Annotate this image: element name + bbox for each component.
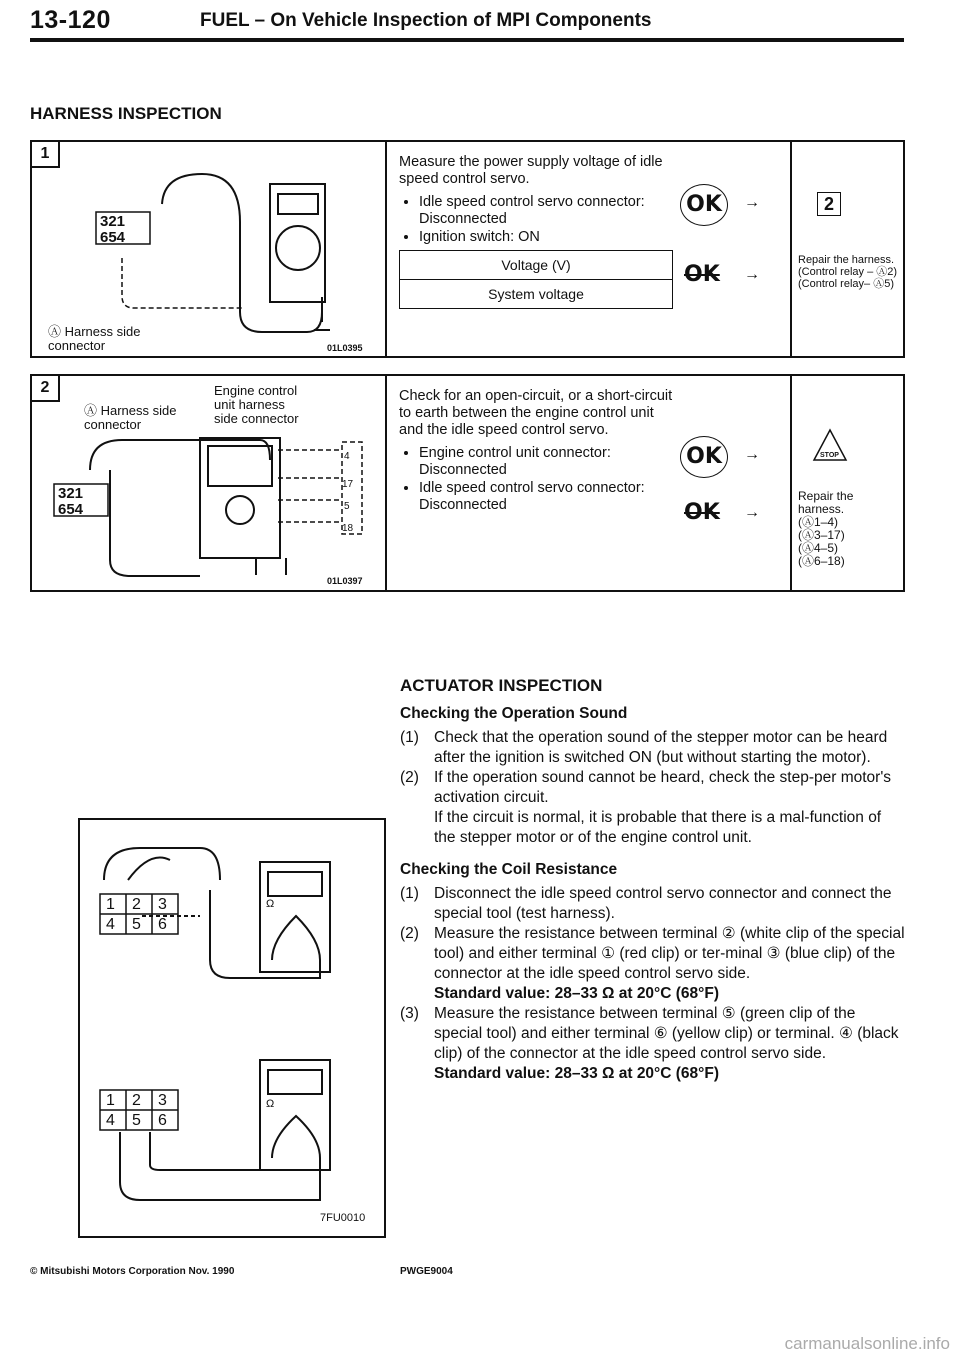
bottom-pin-3: 3 <box>158 1092 167 1109</box>
step2-figure-code: 01L0397 <box>327 576 363 586</box>
step1-connector-label: Ⓐ Harness side connector <box>48 324 141 353</box>
step1-voltage-table: Voltage (V) System voltage <box>399 250 673 309</box>
step2-figure <box>50 430 370 580</box>
top-pin-5: 5 <box>132 916 141 933</box>
step1-ok-arrow: → <box>744 194 760 211</box>
actuator-heading: ACTUATOR INSPECTION <box>400 676 603 695</box>
step1-ok-result: 2 <box>817 192 841 216</box>
step2-ok-badge: OK <box>680 436 728 478</box>
step2-pin-5: 5 <box>344 501 350 512</box>
step2-ng-arrow: → <box>744 504 760 521</box>
svg-text:654: 654 <box>58 501 84 518</box>
step1-number: 1 <box>32 142 60 168</box>
top-pin-1: 1 <box>106 896 115 913</box>
bottom-pin-2: 2 <box>132 1092 141 1109</box>
step2-ecu-label: Engine control unit harness side connector <box>214 383 299 426</box>
step1-ok-badge: OK <box>680 184 728 226</box>
header-rule <box>30 38 904 42</box>
step2-number: 2 <box>32 376 60 402</box>
step2-pin-18: 18 <box>342 523 354 534</box>
footer-code: PWGE9004 <box>400 1266 453 1277</box>
step2-box <box>30 374 905 592</box>
watermark: carmanualsonline.info <box>784 1334 950 1353</box>
ohm-symbol-top: Ω <box>266 898 275 910</box>
step1-ng-result: Repair the harness. (Control relay – Ⓐ2) (Control relay– Ⓐ5) <box>798 254 898 290</box>
top-pin-6: 6 <box>158 916 167 933</box>
svg-text:654: 654 <box>100 229 126 246</box>
actuator-figure-code: 7FU0010 <box>320 1212 366 1224</box>
footer-copyright: © Mitsubishi Motors Corporation Nov. 1990 <box>30 1266 235 1277</box>
step2-ok-arrow: → <box>744 446 760 463</box>
bottom-pin-6: 6 <box>158 1112 167 1129</box>
harness-heading: HARNESS INSPECTION <box>30 104 222 123</box>
step1-figure <box>72 162 372 337</box>
actuator-figure <box>78 818 386 1238</box>
step2-pin-17: 17 <box>342 479 354 490</box>
ohm-symbol-bottom: Ω <box>266 1098 275 1110</box>
step1-ng-arrow: → <box>744 266 760 283</box>
top-pin-3: 3 <box>158 896 167 913</box>
step2-ng-result: Repair the harness. (Ⓐ1–4) (Ⓐ3–17) (Ⓐ4–5) (Ⓐ6–18) <box>798 489 854 568</box>
step2-connector-label: Ⓐ Harness side connector <box>84 403 177 432</box>
step1-description: Measure the power supply voltage of idle speed control servo. • Idle speed control servo connector: Disconnected • Ignition switch: ON <box>399 154 664 247</box>
top-pin-4: 4 <box>106 916 115 933</box>
step1-ng-badge: OK <box>684 262 720 287</box>
standard-value-2: Standard value: 28–33 Ω at 20°C (68°F) <box>434 1065 719 1082</box>
coil-heading: Checking the Coil Resistance <box>400 861 618 878</box>
page-title: FUEL – On Vehicle Inspection of MPI Components <box>200 10 652 31</box>
bottom-pin-4: 4 <box>106 1112 115 1129</box>
top-pin-2: 2 <box>132 896 141 913</box>
step1-figure-code: 01L0395 <box>327 343 363 353</box>
step2-ok-result: STOP <box>820 452 839 459</box>
sound-heading: Checking the Operation Sound <box>400 705 628 722</box>
step2-ng-badge: OK <box>684 500 720 525</box>
standard-value-1: Standard value: 28–33 Ω at 20°C (68°F) <box>434 985 719 1002</box>
svg-text:321: 321 <box>58 485 84 502</box>
bottom-pin-5: 5 <box>132 1112 141 1129</box>
page-number: 13-120 <box>30 6 111 34</box>
svg-text:321: 321 <box>100 213 126 230</box>
actuator-text: ACTUATOR INSPECTION Checking the Operation Sound (1) Check that the operation sound of the stepper motor can be heard after the ignition is switched ON (but without starting the motor). (2) If the operation sound cannot be heard, check the step-per motor's activation circuit. If the circuit is normal, it is probable that there is a mal-function of the stepper motor or of the engine control unit. Checking the Coil Resistance (1) Disconnect the idle speed control servo connector and connect the special tool (test harness). (2) Measure the resistance between terminal ② (white clip of the special tool) and either terminal ① (red clip) or ter-minal ③ (blue clip) of the connector at the idle speed control servo side. Standard value: 28–33 Ω at 20°C (68°F) (3) Measure the resistance between terminal ⑤ (green clip of the special tool) and either terminal ⑥ (yellow clip) or terminal. ④ (black clip) of the connector at the idle speed control servo side. Standard value: 28–33 Ω at 20°C (68°F) <box>400 676 905 1082</box>
step2-description: Check for an open-circuit, or a short-circuit to earth between the engine control unit and the idle speed control servo. • Engine control unit connector: Disconnected • Idle speed control servo connector: Disconnected <box>399 388 674 515</box>
step2-pin-4: 4 <box>344 451 350 462</box>
bottom-pin-1: 1 <box>106 1092 115 1109</box>
step1-box <box>30 140 905 358</box>
